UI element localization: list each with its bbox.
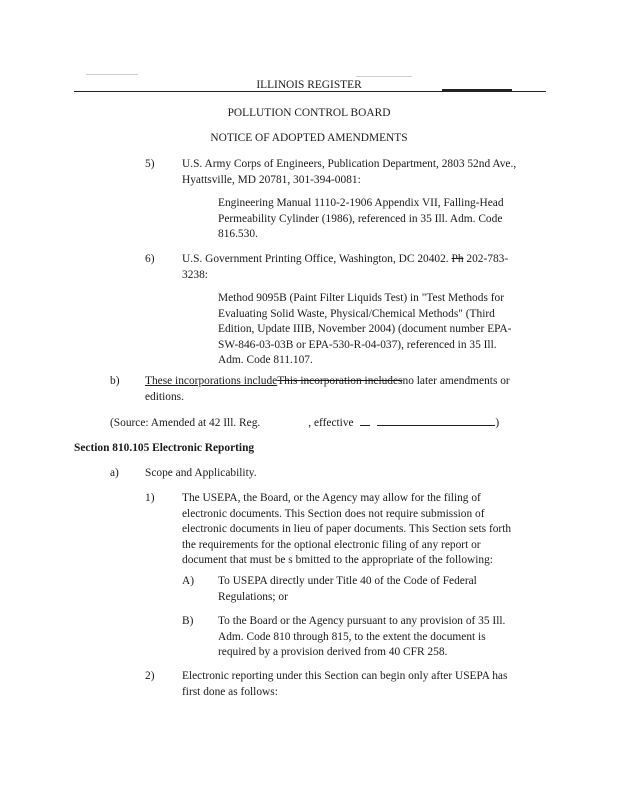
item-5-ref-line: Permeability Cylinder (1986), referenced in 35 Ill. Adm. Code bbox=[218, 212, 503, 225]
item-6-text-a: U.S. Government Printing Office, Washington, DC 20402. bbox=[182, 253, 449, 265]
subsection-a-title: Scope and Applicability. bbox=[145, 467, 257, 479]
item-b-number: b) bbox=[110, 375, 120, 387]
para-1-line: The USEPA, the Board, or the Agency may allow for the filing of bbox=[182, 492, 481, 504]
deleted-text: This incorporation includes bbox=[277, 375, 403, 387]
subpara-A-text bbox=[218, 574, 477, 605]
register-header: ILLINOIS REGISTER bbox=[256, 79, 362, 91]
item-6-line bbox=[182, 252, 508, 268]
register-page-blank bbox=[260, 415, 308, 426]
subpara-B-line: To the Board or the Agency pursuant to any provision of 35 Ill. bbox=[218, 615, 506, 627]
subpara-B-text bbox=[218, 614, 505, 661]
para-1-text bbox=[182, 491, 542, 569]
item-5-ref-line: 816.530. bbox=[218, 228, 258, 240]
item-5-reference bbox=[218, 196, 504, 243]
item-b-line: editions. bbox=[145, 390, 184, 403]
para-2-text bbox=[182, 669, 507, 700]
subpara-A-number: A) bbox=[182, 575, 195, 587]
item-b-rest: no later amendments or bbox=[402, 375, 510, 387]
item-6-reference bbox=[218, 291, 511, 369]
header-rule bbox=[74, 91, 546, 92]
para-1-line: electronic documents in lieu of paper documents. This Section sets forth bbox=[182, 523, 512, 535]
subpara-B-line: Adm. Code 810 through 815, to the extent the document is bbox=[218, 630, 486, 643]
item-b-line bbox=[145, 374, 545, 390]
item-6-line: 3238: bbox=[182, 268, 208, 281]
item-6-ref-line: Edition, Update IIIB, November 2004) (document number EPA- bbox=[218, 323, 512, 335]
source-close: ) bbox=[495, 417, 500, 429]
subsection-a-number: a) bbox=[110, 467, 119, 479]
para-2-line: first done as follows: bbox=[182, 685, 278, 698]
item-b-text bbox=[145, 374, 545, 405]
para-2-number: 2) bbox=[145, 670, 155, 682]
section-heading: Section 810.105 Electronic Reporting bbox=[74, 442, 255, 454]
subpara-A-line: To USEPA directly under Title 40 of the Code of Federal bbox=[218, 575, 477, 587]
date-blank-long bbox=[377, 414, 495, 426]
item-6-text bbox=[182, 252, 508, 283]
inserted-text: These incorporations include bbox=[145, 375, 278, 387]
scan-mark bbox=[86, 74, 138, 75]
item-6-ref-line: Adm. Code 811.107. bbox=[218, 354, 313, 366]
para-1-line: electronic documents. This Section does not require submission of bbox=[182, 507, 485, 520]
source-label: (Source: Amended at 42 Ill. Reg. bbox=[110, 417, 261, 429]
deleted-text: Ph bbox=[451, 253, 464, 265]
source-note bbox=[110, 414, 499, 432]
item-6-ref-line: SW-846-03-03B or EPA-530-R-04-037), referenced in 35 Ill. bbox=[218, 338, 497, 351]
item-6-number: 6) bbox=[145, 253, 155, 265]
scan-mark bbox=[356, 76, 412, 77]
para-1-number: 1) bbox=[145, 492, 155, 504]
para-1-line: the requirements for the optional electronic filing of any report or bbox=[182, 538, 481, 551]
item-6-ref-line: Method 9095B (Paint Filter Liquids Test) in "Test Methods for bbox=[218, 292, 505, 304]
header-rule-accent bbox=[442, 89, 512, 91]
item-5-ref-line: Engineering Manual 1110-2-1906 Appendix VII, Falling-Head bbox=[218, 197, 504, 209]
subpara-A-line: Regulations; or bbox=[218, 590, 288, 603]
item-5-line: Hyattsville, MD 20781, 301-394-0081: bbox=[182, 173, 361, 186]
subpara-B-number: B) bbox=[182, 615, 194, 627]
subpara-B-line: required by a provision derived from 40 CFR 258. bbox=[218, 646, 448, 658]
item-6-text-b: 202-783- bbox=[466, 253, 509, 265]
source-effective: , effective bbox=[308, 417, 354, 429]
date-blank-short bbox=[360, 414, 370, 426]
board-name: POLLUTION CONTROL BOARD bbox=[227, 107, 391, 119]
para-1-line: document that must be s bmitted to the appropriate of the following: bbox=[182, 554, 493, 566]
item-6-ref-line: Evaluating Solid Waste, Physical/Chemical Methods" (Third bbox=[218, 307, 495, 320]
para-2-line: Electronic reporting under this Section can begin only after USEPA has bbox=[182, 670, 508, 682]
item-5-line: U.S. Army Corps of Engineers, Publication Department, 2803 52nd Ave., bbox=[182, 158, 517, 170]
notice-title: NOTICE OF ADOPTED AMENDMENTS bbox=[210, 132, 408, 144]
item-5-number: 5) bbox=[145, 158, 155, 170]
item-5-text bbox=[182, 157, 516, 188]
